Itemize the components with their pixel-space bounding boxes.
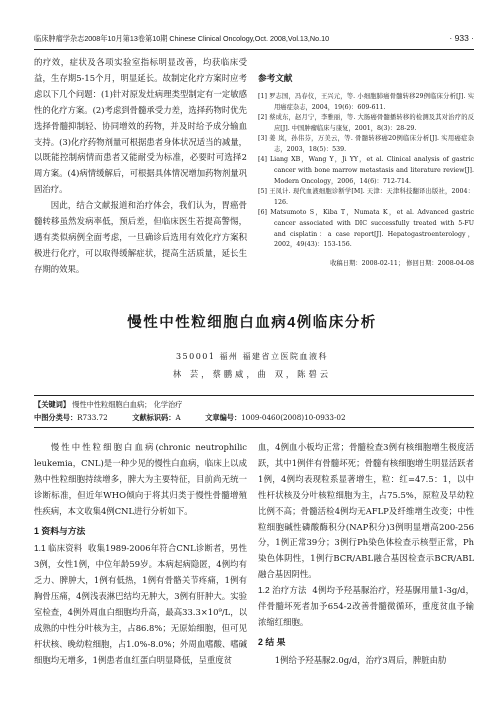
doc-code-value: A bbox=[175, 413, 181, 422]
clc-label: 中图分类号： bbox=[34, 413, 78, 422]
keywords-value: 慢性中性粒细胞白血病； 化学治疗 bbox=[72, 400, 183, 409]
references-title: 参考文献 bbox=[258, 74, 293, 84]
affiliation: 350001 福州 福建省立医院血液科 bbox=[175, 352, 329, 361]
keywords-bottom-rule bbox=[34, 427, 474, 428]
paragraph: 4例均予羟基脲治疗，羟基脲用量1-3g/d，伴骨髓坏死者加予654-2改善骨髓微循环，重度贫血予输浓缩红细胞。 bbox=[258, 585, 474, 627]
article-no-value: 1009-0460(2008)10-0933-02 bbox=[241, 413, 346, 422]
reference-item: [5] 王凤计. 现代血液细胞诊断学[M]. 天津：天津科技翻译出版社，2004：126. bbox=[258, 188, 474, 206]
journal-header: 临床肿瘤学杂志2008年10月第13卷第10期 Chinese Clinical Oncology,Oct. 2008,Vol.13,No.10 bbox=[34, 34, 330, 43]
authors: 林 芸，蔡鹏威，曲 双，陈碧云 bbox=[172, 369, 332, 379]
page-number: · 933 · bbox=[449, 33, 474, 43]
body-right-column bbox=[258, 440, 474, 669]
reference-item: [3] 姜 岚，孙伟芬，万美云，等. 骨髓转移癌20例临床分析[J]. 实用癌症杂志，2003，18(5)：539. bbox=[258, 135, 474, 153]
reference-item: [2] 蔡成东，赵月宁，李雅丽，等. 大肠癌骨髓播转移的检测及其对治疗的反应[J]. 中国肿瘤临床与康复，2001，8(3)：28-29. bbox=[258, 114, 474, 132]
doc-code-label: 文献标识码： bbox=[132, 413, 176, 422]
section-heading: 1 资料与方法 bbox=[34, 525, 86, 536]
keywords-line bbox=[34, 398, 474, 411]
running-header bbox=[34, 32, 474, 46]
top-left-column bbox=[34, 55, 247, 278]
reference-item: [4] Liang XB，Wang Y，Ji YY，et al. Clinical analysis of gastric cancer with bone marrow metastasis and literature review[J]. Modern Oncology，2006，14(6)：712-714. bbox=[258, 156, 474, 185]
paragraph: 收集1989-2006年符合CNL诊断者，男性3例，女性1例，中位年龄59岁。本病起病隐匿，4例均有乏力、脾肿大，1例有低热，1例有骨骼关节疼痛，1例有胸骨压痛，4例浅表淋巴结均无肿大，3例有肝肿大。实验室检查，4例外周血白细胞均升高，最高33.3×10⁹/L，以成熟的中性分叶核为主，占86.8%；无原始细胞，但可见杆状核、晚幼粒细胞，占1.0%-8.0%；外周血嗜酸、嗜碱细胞均无增多，1例患者血红蛋白明显降低，呈重度贫 bbox=[34, 543, 247, 665]
clc-value: R733.72 bbox=[77, 413, 108, 422]
article-no-label: 文章编号： bbox=[205, 413, 242, 422]
section-heading: 2 结 果 bbox=[258, 636, 286, 647]
keywords-label: 【关键词】 bbox=[34, 400, 70, 409]
paragraph: 因此，结合文献报道和治疗体会，我们认为，胃癌骨髓转移虽然发病率低，预后差，但临床医生若提高警惕，遇有类似病例全面考虑，一旦确诊后选用有效化疗方案积极进行化疗，可以取得缓解症状，提高生活质量，延长生存期的效果。 bbox=[34, 200, 247, 274]
paragraph: 1例给予羟基脲2.0g/d，治疗3周后，脾脏由肋 bbox=[274, 654, 447, 665]
paragraph: 的疗效，症状及各项实验室指标明显改善，均获临床受益，生存期5-15个月，明显延长。故制定化疗方案时应考虑以下几个问题：(1)针对原发灶病理类型制定有一定敏感性的化疗方案。(2)考虑到骨髓承受力差，选择药物时优先选择骨髓抑制轻、协同增效的药物，并及时给予成分输血支持。(3)化疗药物剂量可根据患者身体状况适当的减量，以既能控制病情而患者又能耐受为标准，必要时可选择2周方案。(4)病情缓解后，可根据具体情况增加药物剂量巩固治疗。 bbox=[34, 57, 247, 195]
reference-item: [6] Matsumoto S，Kiba T，Numata K，et al. Advanced gastric cancer associated with DIC successfully treated with 5-FU and cisplatin：a case report[J]. Hepatogastroenterology，2002，49(43)：153-156. bbox=[258, 209, 474, 249]
subsection-heading: 1.1 临床资料 bbox=[34, 543, 83, 554]
article-title: 慢性中性粒细胞白血病4例临床分析 bbox=[127, 315, 377, 331]
header-rule bbox=[34, 49, 474, 50]
subsection-heading: 1.2 治疗方法 bbox=[258, 585, 307, 596]
references-column bbox=[258, 72, 474, 272]
classification-line bbox=[34, 411, 474, 424]
paragraph: 血，4例血小板均正常；骨髓检查3例有核细胞增生极度活跃，其中1例伴有骨髓坏死；骨髓有核细胞增生明显活跃者1例，4例均表现粒系显著增生，粒：红=47.5：1，以中性杆状核及分叶核粒细胞为主，占75.5%，原粒及早幼粒比例不高；骨髓活检4例均无AFLP及纤维增生改变；中性粒细胞碱性磷酸酶积分(NAP积分)3例明显增高200-256分，1例正常39分；3例行Ph染色体检查示核型正常，Ph染色体阴性，1例行BCR/ABL融合基因检查示BCR/ABL融合基因阴性。 bbox=[258, 442, 474, 580]
body-left-column bbox=[34, 440, 247, 669]
intro-paragraph: 慢性中性粒细胞白血病(chronic neutrophilic leukemia，CNL)是一种少见的慢性白血病，临床上以成熟中性粒细胞持续增多，脾大为主要特征，目前尚无统一诊断标准，但近年WHO倾向于将其归类于慢性骨髓增殖性疾病，本文收集4例CNL进行分析如下。 bbox=[34, 442, 247, 516]
keywords-top-rule bbox=[34, 395, 474, 396]
received-date: 收稿日期：2008-02-11； 修回日期：2008-04-08 bbox=[330, 259, 474, 267]
reference-item: [1] 罗志国，冯春仪，王兴元，等. 小细胞肺癌骨髓转移29例临床分析[J]. 实用癌症杂志，2004，19(6)：609-611. bbox=[258, 92, 474, 111]
